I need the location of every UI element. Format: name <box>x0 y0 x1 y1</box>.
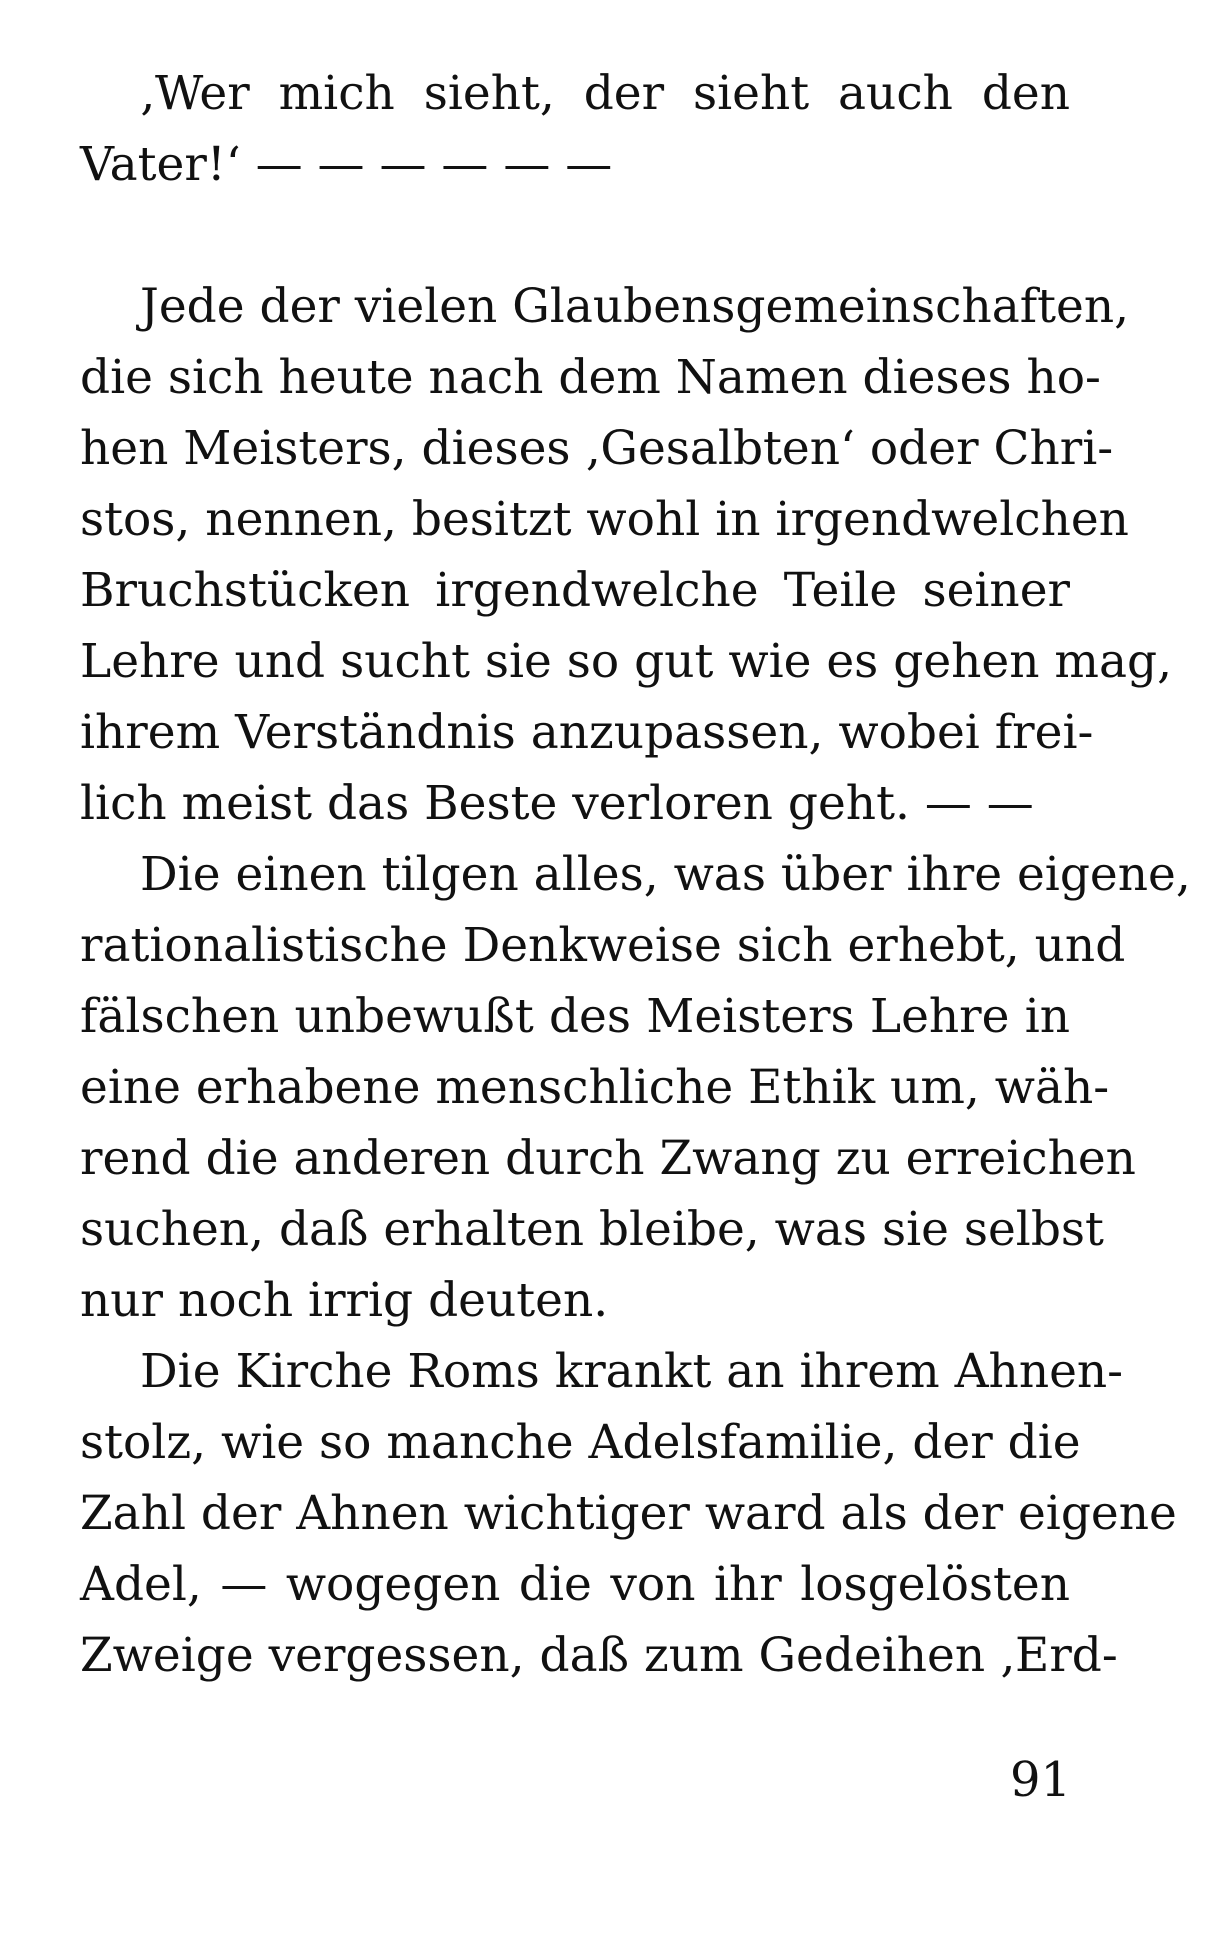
text-line: Vater!‘ — — — — — — <box>80 137 613 192</box>
text-line: hen Meisters, dieses ‚Gesalbten‘ oder Chri- <box>80 421 1114 476</box>
text-line: lich meist das Beste verloren geht. — — <box>80 776 1034 831</box>
text-line: rend die anderen durch Zwang zu erreichen <box>80 1131 1136 1186</box>
text-line: eine erhabene menschliche Ethik um, wäh- <box>80 1060 1110 1115</box>
paragraph-gap <box>80 200 1070 271</box>
paragraph <box>80 58 1070 200</box>
text-line: Bruchstücken irgendwelche Teile seiner <box>80 563 1070 618</box>
text-line: ihrem Verständnis anzupassen, wobei frei- <box>80 705 1094 760</box>
paragraph <box>80 271 1173 839</box>
text-line: Jede der vielen Glaubensgemeinschaften, <box>140 279 1130 334</box>
text-line: fälschen unbewußt des Meisters Lehre in <box>80 989 1070 1044</box>
text-line: suchen, daß erhalten bleibe, was sie selbst <box>80 1202 1104 1257</box>
text-line: Zahl der Ahnen wichtiger ward als der eigene <box>80 1486 1177 1541</box>
page-number: 91 <box>1010 1752 1072 1808</box>
text-line: ‚Wer mich sieht, der sieht auch den <box>140 66 1070 121</box>
text-line: Die einen tilgen alles, was über ihre eigene, <box>140 847 1191 902</box>
text-line: Lehre und sucht sie so gut wie es gehen mag, <box>80 634 1173 689</box>
paragraph <box>80 1336 1177 1691</box>
text-line: die sich heute nach dem Namen dieses ho- <box>80 350 1101 405</box>
text-line: Die Kirche Roms krankt an ihrem Ahnen- <box>140 1344 1124 1399</box>
paragraph <box>80 839 1191 1336</box>
text-line: nur noch irrig deuten. <box>80 1273 609 1328</box>
text-line: stolz, wie so manche Adelsfamilie, der die <box>80 1415 1081 1470</box>
text-line: Zweige vergessen, daß zum Gedeihen ‚Erd- <box>80 1628 1118 1683</box>
text-line: Adel, — wogegen die von ihr losgelösten <box>80 1557 1070 1612</box>
text-line: stos, nennen, besitzt wohl in irgendwelchen <box>80 492 1129 547</box>
text-line: rationalistische Denkweise sich erhebt, und <box>80 918 1126 973</box>
page-body <box>80 58 1191 1691</box>
